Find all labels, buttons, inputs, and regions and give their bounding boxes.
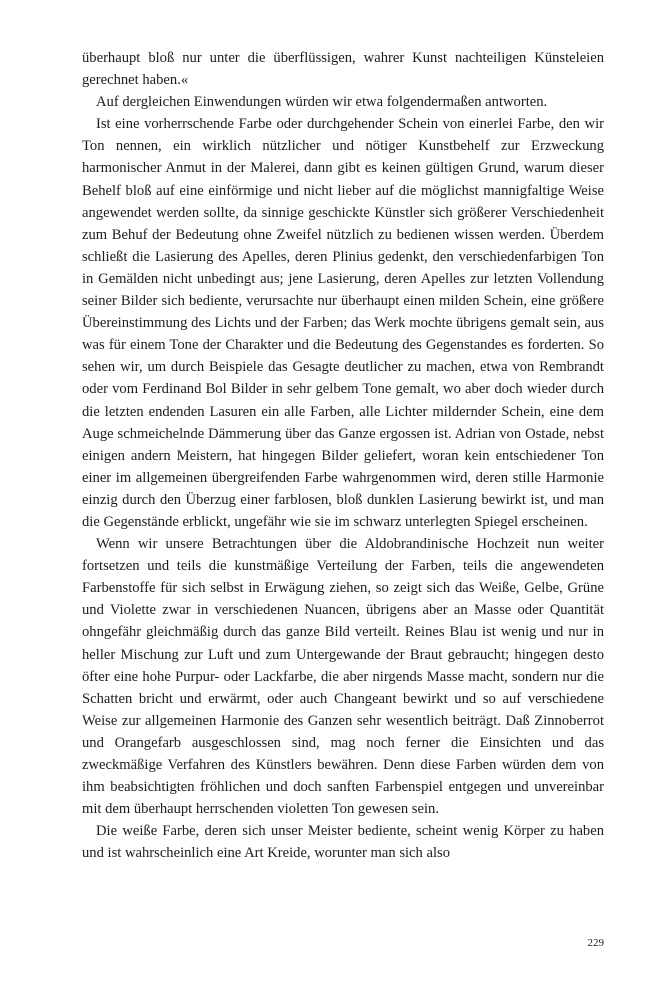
paragraph-continued: überhaupt bloß nur unter die überflüssigen, wahrer Kunst nachteiligen Künsteleien gerechnet haben.« bbox=[82, 50, 604, 89]
page-number: 229 bbox=[587, 937, 604, 949]
paragraph: Ist eine vorherrschende Farbe oder durchgehender Schein von einerlei Farbe, den wir Ton nennen, ein wirklich nützlicher und nötiger Kunstbehelf zur Erzweckung harmonischer Anmut in der Malerei, dann gibt es keinen gültigen Grund, warum dieser Behelf bloß auf eine einförmige und nicht lieber auf die möglichst mannigfaltige Weise angewendet werden sollte, da sinnige geschickte Künstler sich größerer Verschiedenheit zum Behuf der Bedeutung ohne Zweifel nützlich zu bedienen wissen werden. Überdem schließt die Lasierung des Apelles, deren Plinius gedenkt, den verschiedenfarbigen Ton in Gemälden nicht unbedingt aus; jene Lasierung, deren Apelles zur letzten Vollendung seiner Bilder sich bediente, verursachte nur überhaupt einen milden Schein, eine größere Übereinstimmung des Lichts und der Farben; das Werk mochte übrigens gemalt sein, aus was für einem Tone der Charakter und die Bedeutung des Gegenstandes es forderten. So sehen wir, um durch Beispiele das Gesagte deutlicher zu machen, etwa von Rembrandt oder vom Ferdinand Bol Bilder in sehr gelbem Tone gemalt, wo aber doch wieder durch die letzten endenden Lasuren ein alle Farben, alle Lichter mildernder Schein, eine dem Auge schmeichelnde Dämmerung über das Ganze ergossen ist. Adrian von Ostade, nebst einigen andern Meistern, hat hingegen Bilder geliefert, woran kein entschiedener Ton einer im allgemeinen übergreifenden Farbe wahrgenommen wird, deren stille Harmonie einzig durch den Überzug einer farblosen, bloß dunklen Lasierung bewirkt ist, und man die Gegenstände erblickt, ungefähr wie sie im schwarz unterlegten Spiegel erscheinen. bbox=[82, 116, 604, 530]
paragraph: Wenn wir unsere Betrachtungen über die Aldobrandinische Hochzeit nun weiter fortsetzen und teils die kunstmäßige Verteilung der Farben, teils die angewendeten Farbenstoffe für sich selbst in Erwägung ziehen, so zeigt sich das Weiße, Gelbe, Grüne und Violette zwar in verschiedenen Nuancen, übrigens aber an Masse oder Quantität ohngefähr gleichmäßig durch das ganze Bild verteilt. Reines Blau ist wenig und nur in heller Mischung zur Luft und zum Untergewande der Braut gebraucht; hingegen desto öfter eine hohe Purpur- oder Lackfarbe, die aber nirgends Masse macht, sondern nur die Schatten bricht und erwärmt, oder auch Changeant bewirkt und so auf verschiedene Weise zur allgemeinen Harmonie des Ganzen sehr wesentlich beiträgt. Daß Zinnoberrot und Orangefarb ausgeschlossen sind, mag noch ferner die Einsichten und das zweckmäßige Verfahren des Künstlers bewähren. Denn diese Farben würden dem von ihm beabsichtigten fröhlichen und doch sanften Farbenspiel entgegen und unvereinbar mit dem überhaupt herrschenden violetten Ton gewesen sein. bbox=[82, 536, 604, 818]
paragraph: Die weiße Farbe, deren sich unser Meister bediente, scheint wenig Körper zu haben und ist wahrscheinlich eine Art Kreide, worunter man sich also bbox=[82, 823, 604, 862]
paragraph: Auf dergleichen Einwendungen würden wir etwa folgendermaßen antworten. bbox=[96, 94, 548, 111]
page-body bbox=[82, 47, 604, 864]
